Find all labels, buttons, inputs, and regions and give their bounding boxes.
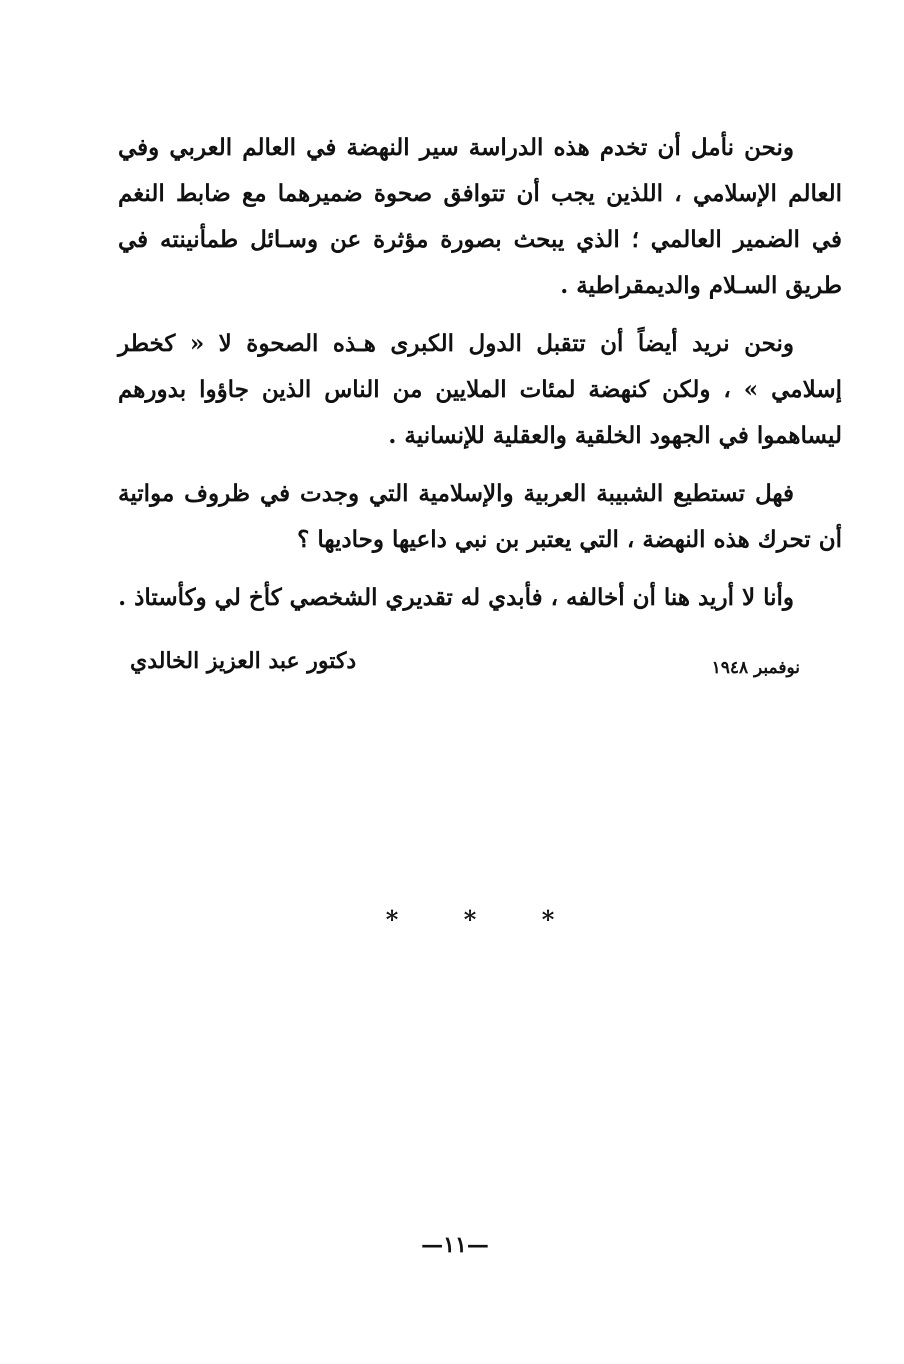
separator-star: * <box>385 905 399 934</box>
paragraph-1: ونحن نأمل أن تخدم هذه الدراسة سير النهضة في العالم العربي وفي العالم الإسلامي ، اللذين يجب أن تتوافق صحوة ضميرهما مع ضابط النغم في الضمير العالمي ؛ الذي يبحث بصورة مؤثرة عن وسـائل طمأنينته في طريق السـلام والديمقراطية . <box>118 134 842 299</box>
paragraph-2: ونحن نريد أيضاً أن تتقبل الدول الكبرى هـذه الصحوة لا « كخطر إسلامي » ، ولكن كنهضة لمئات الملايين من الناس الذين جاؤوا بدورهم ليساهموا في الجهود الخلقية والعقلية للإنسانية . <box>118 330 842 449</box>
separator-star: * <box>541 905 555 934</box>
page-number: —١١— <box>421 1232 489 1258</box>
separator-star: * <box>463 905 477 934</box>
paragraph-3: فهل تستطيع الشبيبة العربية والإسلامية التي وجدت في ظروف مواتية أن تحرك هذه النهضة ، التي يعتبر بن نبي داعيها وحاديها ؟ <box>118 480 842 553</box>
body-text <box>118 125 842 621</box>
signature-author: دكتور عبد العزيز الخالدي <box>130 648 357 674</box>
signature-date: نوفمبر ١٩٤٨ <box>711 658 800 678</box>
signature-row <box>130 648 800 688</box>
paragraph-4: وأنا لا أريد هنا أن أخالفه ، فأبدي له تقديري الشخصي كأخ لي وكأستاذ . <box>118 584 794 611</box>
section-separator <box>380 905 560 934</box>
